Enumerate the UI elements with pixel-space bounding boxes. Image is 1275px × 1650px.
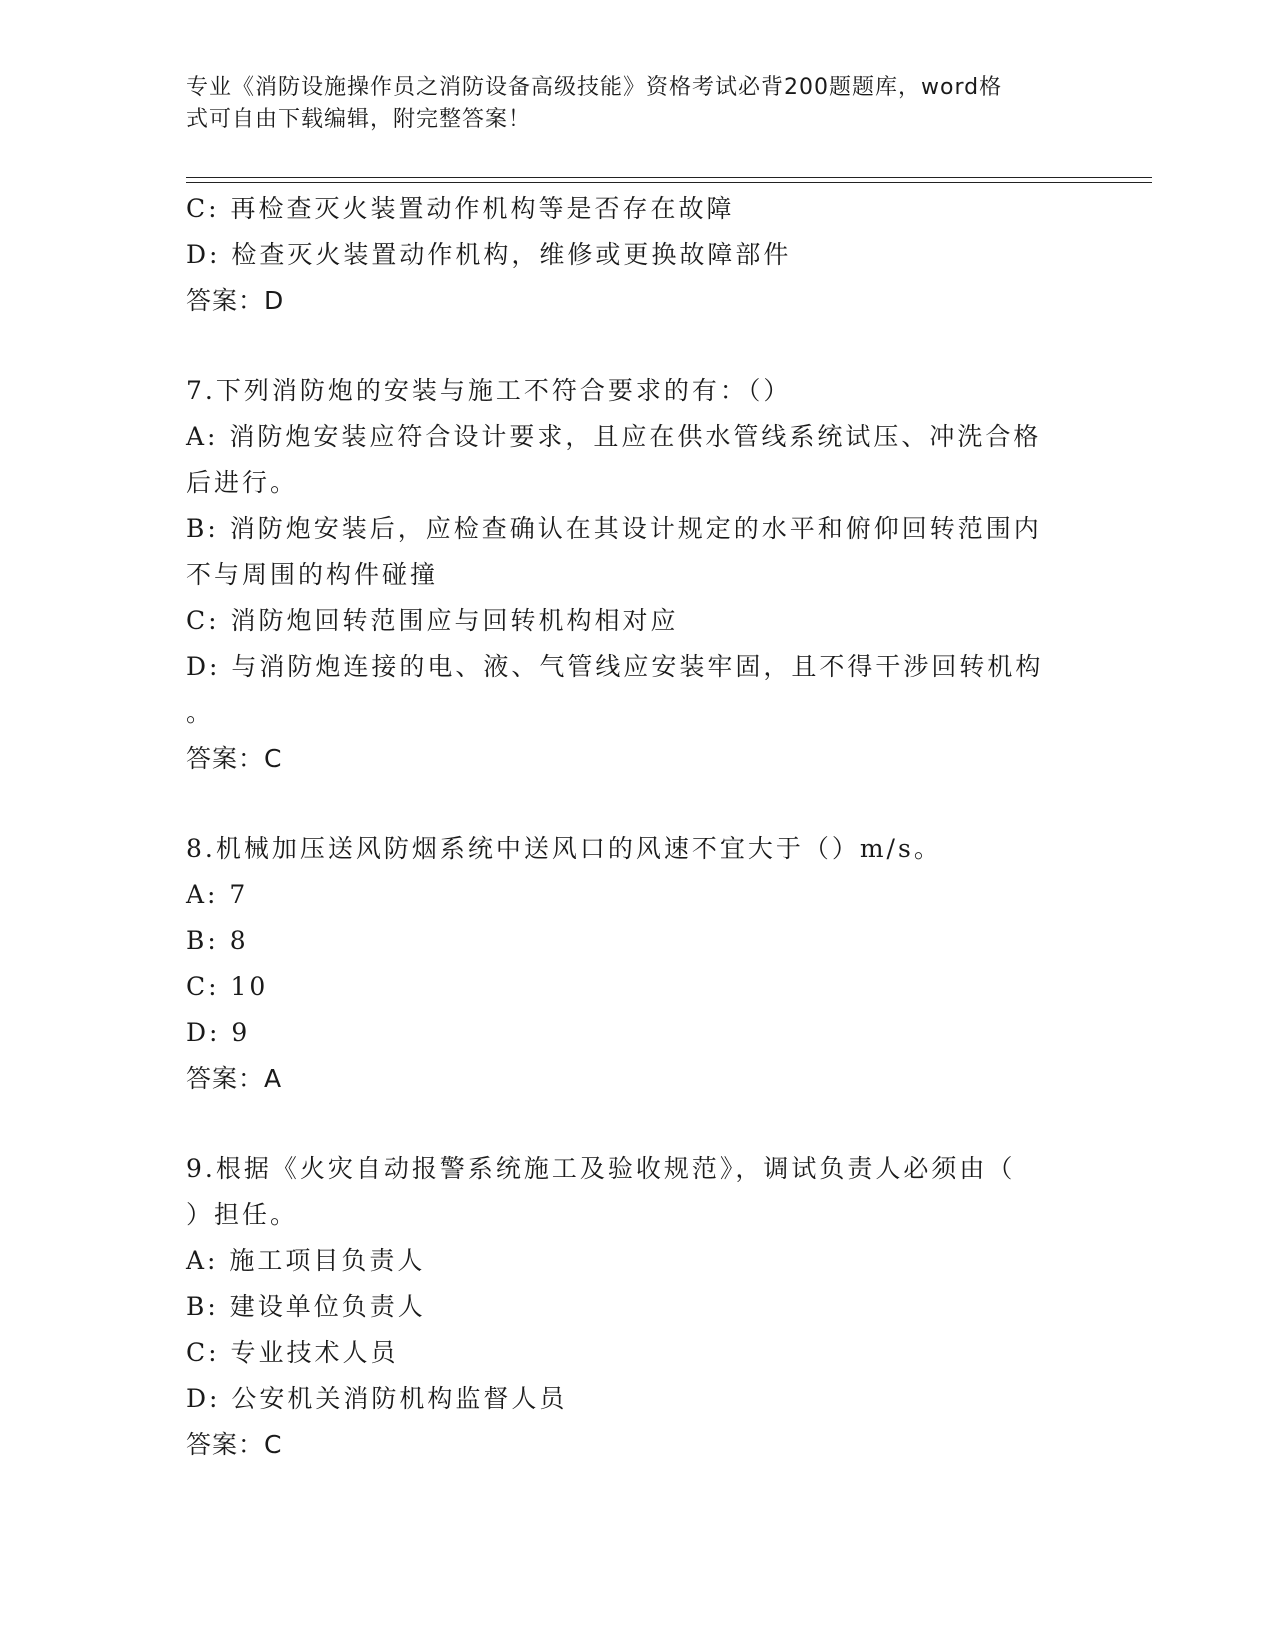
question-stem: 9.根据《火灾自动报警系统施工及验收规范》，调试负责人必须由（ [186, 1154, 1016, 1183]
document-header [186, 72, 1076, 136]
option-d: D: 公安机关消防机构监督人员 [186, 1384, 568, 1413]
spacer [186, 1102, 1076, 1146]
option-a: A: 7 [186, 880, 249, 909]
spacer [186, 782, 1076, 826]
option-d: D: 检查灭火装置动作机构，维修或更换故障部件 [186, 240, 792, 269]
option-d: D: 9 [186, 1018, 251, 1047]
header-divider-top [186, 177, 1152, 178]
question-block-8 [186, 826, 1076, 1102]
question-stem-continued: ）担任。 [186, 1200, 299, 1229]
question-block-7 [186, 368, 1076, 782]
option-c: C: 再检查灭火装置动作机构等是否存在故障 [186, 194, 735, 223]
option-b: B: 8 [186, 926, 249, 955]
answer: 答案：D [186, 286, 285, 315]
option-d: D: 与消防炮连接的电、液、气管线应安装牢固，且不得干涉回转机构 [186, 652, 1044, 681]
question-list [186, 186, 1076, 1468]
option-a: A: 消防炮安装应符合设计要求，且应在供水管线系统试压、冲洗合格 [186, 422, 1042, 451]
spacer [186, 324, 1076, 368]
answer: 答案：A [186, 1064, 283, 1093]
question-block-9 [186, 1146, 1076, 1468]
option-b: B: 建设单位负责人 [186, 1292, 426, 1321]
header-line-2: 式可自由下载编辑，附完整答案！ [186, 107, 532, 132]
header-line-1: 专业《消防设施操作员之消防设备高级技能》资格考试必背200题题库，word格 [186, 75, 1003, 100]
question-stem: 7.下列消防炮的安装与施工不符合要求的有：（） [186, 376, 792, 405]
option-c: C: 专业技术人员 [186, 1338, 399, 1367]
option-a-continued: 后进行。 [186, 468, 299, 497]
answer: 答案：C [186, 744, 283, 773]
question-block-prev [186, 186, 1076, 324]
option-c: C: 消防炮回转范围应与回转机构相对应 [186, 606, 679, 635]
option-b: B: 消防炮安装后，应检查确认在其设计规定的水平和俯仰回转范围内 [186, 514, 1042, 543]
option-d-continued: 。 [186, 698, 215, 727]
option-b-continued: 不与周围的构件碰撞 [186, 560, 439, 589]
option-c: C: 10 [186, 972, 269, 1001]
question-stem: 8.机械加压送风防烟系统中送风口的风速不宜大于（）m/s。 [186, 834, 942, 863]
header-divider-bottom [186, 182, 1152, 183]
option-a: A: 施工项目负责人 [186, 1246, 426, 1275]
answer: 答案：C [186, 1430, 283, 1459]
